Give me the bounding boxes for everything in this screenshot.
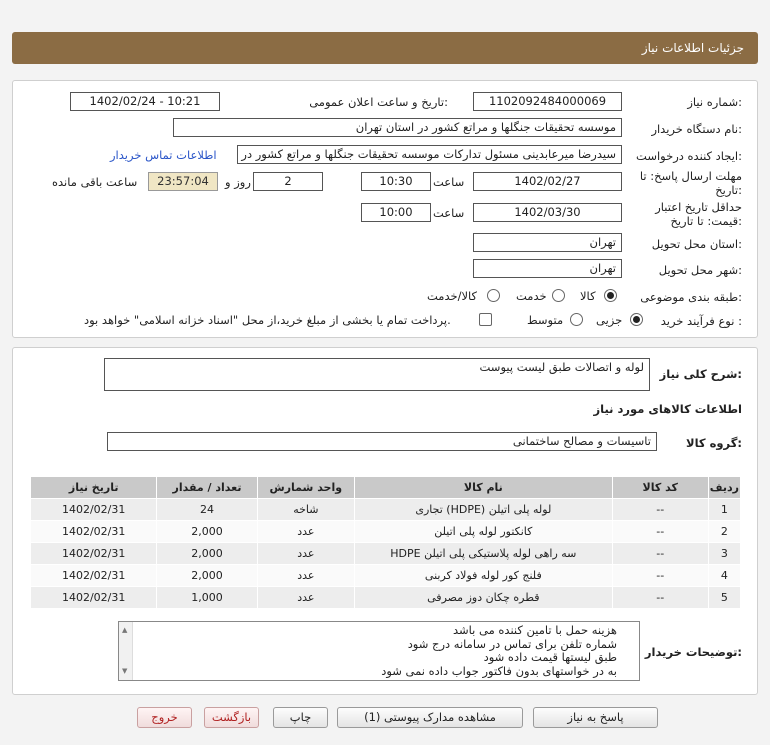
row-index-cell: 4	[708, 565, 740, 587]
goods-group-label: گروه کالا:	[686, 436, 742, 450]
back-button[interactable]: بازگشت	[204, 707, 259, 728]
deadline-label-date: تاریخ:	[715, 183, 742, 197]
item-name-cell: قطره چکان دوز مصرفی	[355, 587, 613, 609]
process-option-minor: جزیی	[596, 313, 623, 327]
unit-cell: عدد	[257, 587, 354, 609]
col-unit-header: واحد شمارش	[257, 477, 354, 499]
need-number-field: 1102092484000069	[473, 92, 622, 111]
table-row	[31, 587, 741, 609]
requester-field: سیدرضا میرعابدینی مسئول تدارکات موسسه تحقیقات جنگلها و مراتع کشور در	[237, 145, 622, 164]
general-desc-label: شرح کلی نیاز:	[659, 367, 742, 381]
page-header: جزئیات اطلاعات نیاز	[12, 32, 758, 64]
reply-button[interactable]: پاسخ به نیاز	[533, 707, 658, 728]
buyer-notes-box	[118, 621, 640, 681]
item-code-cell: --	[612, 521, 708, 543]
col-row-header: ردیف	[708, 477, 740, 499]
buyer-contact-link[interactable]: اطلاعات تماس خریدار	[110, 148, 217, 162]
attachments-button[interactable]: مشاهده مدارک پیوستی (1)	[337, 707, 523, 728]
item-code-cell: --	[612, 587, 708, 609]
col-qty-header: تعداد / مقدار	[157, 477, 257, 499]
unit-cell: عدد	[257, 521, 354, 543]
process-option-medium: متوسط	[527, 313, 564, 327]
row-index-cell: 2	[708, 521, 740, 543]
need-number-label: شماره نیاز:	[687, 95, 742, 109]
col-name-header: نام کالا	[355, 477, 613, 499]
notes-scrollbar[interactable]: ▲ ▼	[119, 622, 133, 680]
buyer-note-line: به در خواستهای بدون فاکتور جواب داده نمی شود	[381, 663, 617, 678]
requester-label: ایجاد کننده درخواست:	[636, 149, 742, 163]
process-radio-minor[interactable]	[630, 313, 643, 326]
goods-table	[30, 476, 741, 609]
province-label: استان محل تحویل:	[651, 237, 742, 251]
days-label: روز و	[225, 175, 251, 189]
price-validity-time-field: 10:00	[361, 203, 431, 222]
treasury-payment-checkbox[interactable]	[479, 313, 492, 326]
col-code-header: کد کالا	[612, 477, 708, 499]
category-radio-goods-service[interactable]	[487, 289, 500, 302]
item-code-cell: --	[612, 565, 708, 587]
deadline-time-field: 10:30	[361, 172, 431, 191]
col-date-header: تاریخ نیاز	[31, 477, 157, 499]
need-date-cell: 1402/02/31	[31, 587, 157, 609]
province-field: تهران	[473, 233, 622, 252]
unit-cell: عدد	[257, 565, 354, 587]
unit-cell: عدد	[257, 543, 354, 565]
row-index-cell: 5	[708, 587, 740, 609]
category-label: طبقه بندی موضوعی:	[640, 290, 742, 304]
quantity-cell: 1,000	[157, 587, 257, 609]
quantity-cell: 24	[157, 499, 257, 521]
quantity-cell: 2,000	[157, 565, 257, 587]
item-name-cell: سه راهی لوله پلاستیکی پلی اتیلن HDPE	[355, 543, 613, 565]
table-row	[31, 521, 741, 543]
goods-info-title: اطلاعات کالاهای مورد نیاز	[593, 402, 742, 416]
buyer-org-label: نام دستگاه خریدار:	[651, 122, 742, 136]
remaining-time-label: ساعت باقی مانده	[52, 175, 138, 189]
price-validity-label-date: قیمت: تا تاریخ:	[670, 214, 742, 228]
need-date-cell: 1402/02/31	[31, 565, 157, 587]
quantity-cell: 2,000	[157, 521, 257, 543]
announce-datetime-field: 1402/02/24 - 10:21	[70, 92, 220, 111]
goods-table-header	[31, 477, 741, 499]
treasury-payment-note: پرداخت تمام یا بخشی از مبلغ خرید،از محل "اسناد خزانه اسلامی" خواهد بود.	[84, 313, 451, 327]
table-row	[31, 565, 741, 587]
buyer-org-field: موسسه تحقیقات جنگلها و مراتع کشور در استان تهران	[173, 118, 622, 137]
price-validity-time-label: ساعت	[433, 206, 465, 220]
row-index-cell: 3	[708, 543, 740, 565]
general-desc-field: لوله و اتصالات طبق لیست پیوست	[104, 358, 650, 391]
buyer-note-line: شماره تلفن برای تماس در سامانه درج شود	[407, 636, 617, 651]
price-validity-date-field: 1402/03/30	[473, 203, 622, 222]
item-name-cell: فلنج کور لوله فولاد کربنی	[355, 565, 613, 587]
quantity-cell: 2,000	[157, 543, 257, 565]
table-row	[31, 543, 741, 565]
deadline-date-field: 1402/02/27	[473, 172, 622, 191]
category-radio-service[interactable]	[552, 289, 565, 302]
table-row	[31, 499, 741, 521]
announce-datetime-label: تاریخ و ساعت اعلان عمومی:	[309, 95, 448, 109]
print-button[interactable]: چاپ	[273, 707, 328, 728]
remaining-time-field: 23:57:04	[148, 172, 218, 191]
item-name-cell: کانکتور لوله پلی اتیلن	[355, 521, 613, 543]
process-radio-medium[interactable]	[570, 313, 583, 326]
unit-cell: شاخه	[257, 499, 354, 521]
price-validity-label: حداقل تاریخ اعتبار	[655, 200, 742, 214]
category-radio-goods[interactable]	[604, 289, 617, 302]
item-code-cell: --	[612, 543, 708, 565]
process-type-label: نوع فرآیند خرید :	[660, 314, 742, 328]
city-field: تهران	[473, 259, 622, 278]
item-code-cell: --	[612, 499, 708, 521]
category-option-goods-service: کالا/خدمت	[427, 289, 478, 303]
goods-group-field: تاسیسات و مصالح ساختمانی	[107, 432, 657, 451]
need-date-cell: 1402/02/31	[31, 499, 157, 521]
city-label: شهر محل تحویل:	[658, 263, 742, 277]
category-option-service: خدمت	[516, 289, 547, 303]
deadline-label: مهلت ارسال پاسخ: تا	[639, 169, 742, 183]
days-remaining-field: 2	[253, 172, 323, 191]
category-option-goods: کالا	[580, 289, 596, 303]
item-name-cell: لوله پلی اتیلن (HDPE) تجاری	[355, 499, 613, 521]
row-index-cell: 1	[708, 499, 740, 521]
buyer-note-line: هزینه حمل با تامین کننده می باشد	[452, 623, 617, 637]
buyer-note-line: طبق لیستها قیمت داده شود	[483, 650, 617, 664]
buyer-notes-label: توضیحات خریدار:	[644, 645, 742, 659]
deadline-time-label: ساعت	[433, 175, 465, 189]
need-date-cell: 1402/02/31	[31, 543, 157, 565]
need-date-cell: 1402/02/31	[31, 521, 157, 543]
exit-button[interactable]: خروج	[137, 707, 192, 728]
